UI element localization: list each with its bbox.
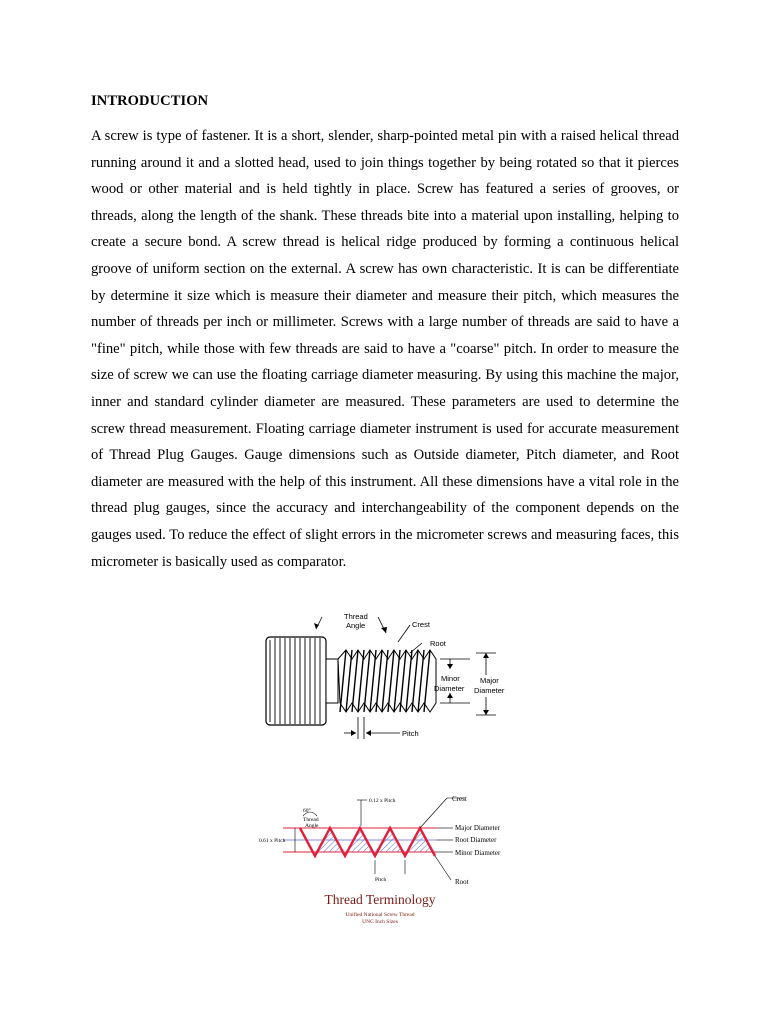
crest-label: Crest <box>412 620 430 629</box>
major-diameter-label: Major Diameter <box>455 824 500 832</box>
pitch-label: Pitch <box>402 729 419 738</box>
screw-thread-diagram <box>260 607 510 747</box>
minor-diameter-label: Minor <box>441 674 460 683</box>
figure-subtitle-2: UNC Inch Sizes <box>362 919 398 925</box>
minor-diameter-label: Minor Diameter <box>455 849 501 857</box>
major-diameter-label: Major <box>480 676 499 685</box>
terminology-leader-lines <box>295 798 465 880</box>
angle-value-label: 60° <box>303 808 311 814</box>
figure-title: Thread Terminology <box>324 892 436 907</box>
minor-diameter-label-2: Diameter <box>434 684 465 693</box>
introduction-paragraph: A screw is type of fastener. It is a short, slender, sharp-pointed metal pin with a raised helical thread running around it and a slotted head, used to join things together by being rotated so that it pierces wood or other material and is held tightly in place. Screw has featured a series of grooves, or threads, along the length of the shank. These threads bite into a material upon installing, helping to create a secure bond. A screw thread is helical ridge produced by forming a continuous helical groove of uniform section on the external. A screw has own characteristic. It is can be differentiate by determine it size which is measure their diameter and measure their pitch, which measures the number of threads per inch or millimeter. Screws with a large number of threads are said to have a "fine" pitch, while those with few threads are said to have a "coarse" pitch. In order to measure the size of screw we can use the floating carriage diameter measuring. By using this machine the major, inner and standard cylinder diameter are measured. These parameters are used to determine the screw thread measurement. Floating carriage diameter instrument is used for accurate measurement of Thread Plug Gauges. Gauge dimensions such as Outside diameter, Pitch diameter, and Root diameter are measured with the help of this instrument. All these dimensions have a vital role in the thread plug gauges, since the accuracy and interchangeability of the component depends on the gauges used. To reduce the effect of slight errors in the micrometer screws and measuring faces, this micrometer is basically used as comparator. <box>91 128 679 570</box>
thread-angle-label-2: Angle <box>346 621 366 630</box>
thread-terminology-diagram <box>255 790 515 935</box>
crest-label: Crest <box>452 795 467 803</box>
depth-label: 0.61 x Pitch <box>259 838 286 844</box>
screw-head <box>266 637 338 725</box>
root-diameter-label: Root Diameter <box>455 836 497 844</box>
crest-width-label: 0.12 x Pitch <box>369 798 396 804</box>
thread-angle-label: Thread <box>303 817 319 823</box>
section-heading: INTRODUCTION <box>91 93 209 109</box>
pitch-label: Pitch <box>375 877 387 883</box>
thread-angle-label-2: Angle <box>305 823 319 829</box>
root-label: Root <box>430 639 446 648</box>
thread-angle-label: Thread <box>344 612 368 621</box>
major-diameter-label-2: Diameter <box>474 686 505 695</box>
screw-shank <box>338 650 436 712</box>
figure-subtitle: Unified National Screw Thread <box>345 912 415 918</box>
root-label: Root <box>455 878 469 886</box>
